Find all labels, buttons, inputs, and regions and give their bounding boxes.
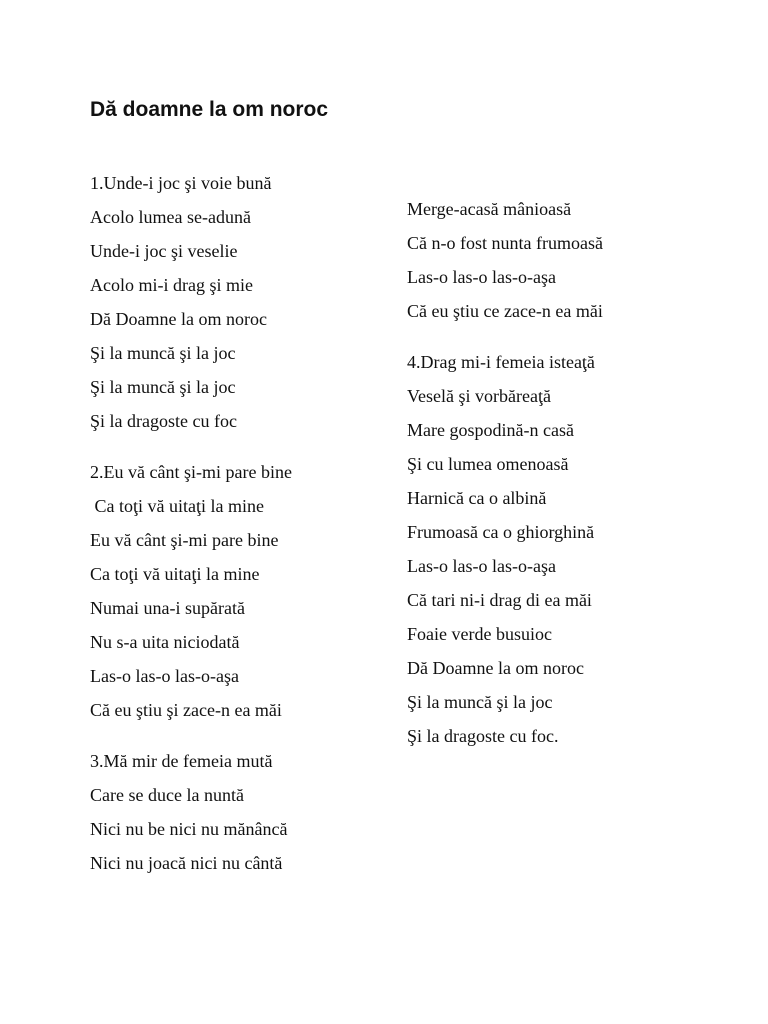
stanza (90, 166, 292, 438)
lyric-line: Că tari ni-i drag di ea măi (407, 590, 592, 610)
song-title: Dă doamne la om noroc (90, 98, 329, 121)
left-column (90, 166, 292, 897)
stanza (90, 455, 292, 727)
lyric-line: Nici nu be nici nu mănâncă (90, 819, 288, 839)
stanza (90, 744, 292, 880)
stanza (407, 192, 603, 328)
lyric-line: Numai una-i supărată (90, 598, 245, 618)
lyric-line: Acolo mi-i drag şi mie (90, 275, 253, 295)
lyric-line: Merge-acasă mânioasă (407, 199, 572, 219)
lyric-line: Frumoasă ca o ghiorghină (407, 522, 595, 542)
lyric-line: Veselă şi vorbăreaţă (407, 386, 551, 406)
right-column (407, 192, 603, 770)
lyric-line: Că eu ştiu ce zace-n ea măi (407, 301, 603, 321)
lyric-line: Şi la dragoste cu foc. (407, 726, 559, 746)
lyric-line: Harnică ca o albină (407, 488, 547, 508)
lyric-line: Unde-i joc şi veselie (90, 241, 238, 261)
lyric-line: 1.Unde-i joc şi voie bună (90, 173, 272, 193)
lyric-line: Şi cu lumea omenoasă (407, 454, 569, 474)
lyric-line: Că eu ştiu şi zace-n ea măi (90, 700, 282, 720)
lyric-line: Că n-o fost nunta frumoasă (407, 233, 603, 253)
lyric-line: Ca toţi vă uitaţi la mine (90, 496, 264, 516)
stanza (407, 345, 603, 753)
lyric-line: Foaie verde busuioc (407, 624, 552, 644)
lyric-line: Şi la muncă şi la joc (90, 343, 236, 363)
lyric-line: 3.Mă mir de femeia mută (90, 751, 273, 771)
lyric-line: Acolo lumea se-adună (90, 207, 251, 227)
lyric-line: Las-o las-o las-o-aşa (90, 666, 239, 686)
lyric-line: Dă Doamne la om noroc (407, 658, 584, 678)
lyric-line: Nici nu joacă nici nu cântă (90, 853, 283, 873)
lyric-line: Mare gospodină-n casă (407, 420, 574, 440)
lyric-line: Şi la muncă şi la joc (90, 377, 236, 397)
lyric-line: 4.Drag mi-i femeia isteaţă (407, 352, 595, 372)
lyric-line: Las-o las-o las-o-aşa (407, 556, 556, 576)
lyric-line: Nu s-a uita niciodată (90, 632, 240, 652)
lyric-line: Care se duce la nuntă (90, 785, 244, 805)
lyric-line: Dă Doamne la om noroc (90, 309, 267, 329)
lyric-line: Las-o las-o las-o-aşa (407, 267, 556, 287)
lyric-line: Şi la dragoste cu foc (90, 411, 237, 431)
lyric-line: Şi la muncă şi la joc (407, 692, 553, 712)
lyric-line: Ca toţi vă uitaţi la mine (90, 564, 260, 584)
lyric-line: 2.Eu vă cânt şi-mi pare bine (90, 462, 292, 482)
lyric-line: Eu vă cânt şi-mi pare bine (90, 530, 279, 550)
